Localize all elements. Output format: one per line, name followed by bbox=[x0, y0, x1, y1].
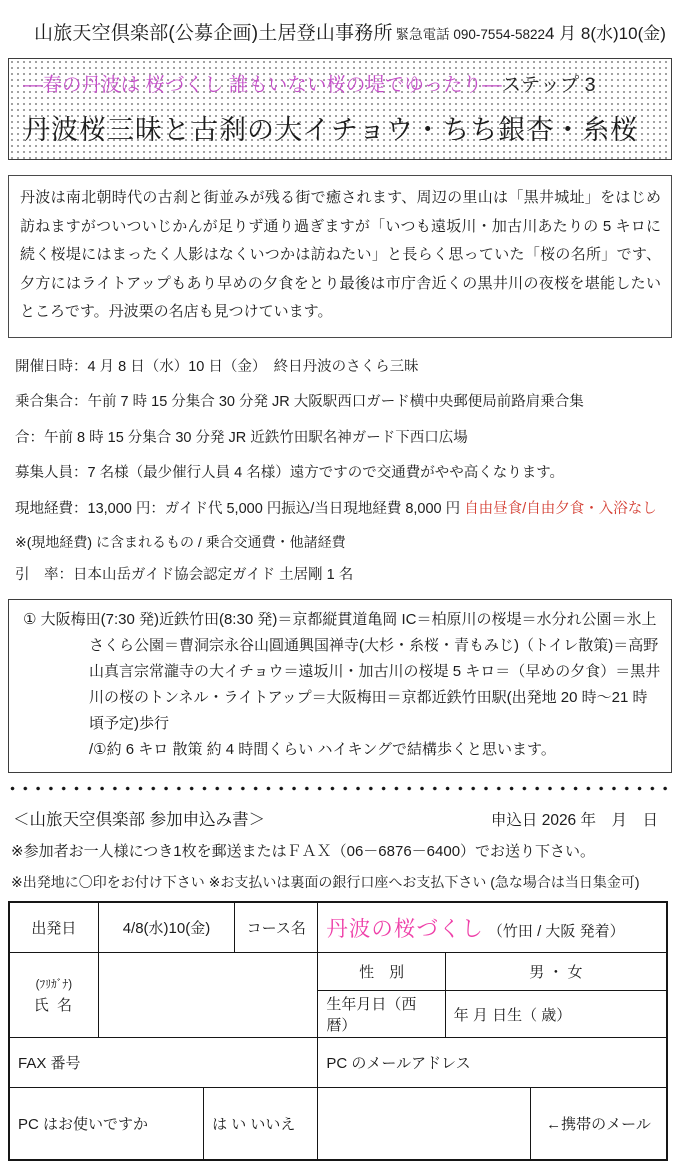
detail-capacity: 募集人員：7 名様（最少催行人員 4 名様）遠方ですので交通費がやや高くなります。 bbox=[15, 465, 565, 481]
event-date: 4 月 8(水)10(金) bbox=[545, 24, 666, 43]
detail-meeting-2: 合：午前 8 時 15 分集合 30 分発 JR 近鉄竹田駅名神ガード下西口広場 bbox=[15, 429, 468, 446]
mobile-mail-label: ←携帯のメール bbox=[531, 1088, 667, 1160]
birthdate-label: 生年月日（西暦） bbox=[318, 991, 445, 1038]
detail-cost-main: 現地経費：13,000 円：ガイド代 5,000 円振込/当日現地経費 8,000 円 bbox=[15, 500, 465, 517]
name-label-cell bbox=[9, 953, 98, 1038]
fax-label-cell: FAX 番号 bbox=[9, 1038, 318, 1088]
departure-value: 4/8(水)10(金) bbox=[98, 902, 234, 953]
subtitle-pink-text: ―春の丹波は 桜づくし 誰もいない桜の堤でゆったり― bbox=[23, 74, 502, 96]
application-heading-row bbox=[8, 800, 672, 830]
course-value-cell bbox=[318, 902, 667, 953]
title-box bbox=[8, 58, 672, 160]
emergency-phone: 緊急電話 090-7554-5822 bbox=[395, 27, 545, 42]
detail-meeting-1: 乗合集合：午前 7 時 15 分集合 30 分発 JR 大阪駅西口ガード横中央郵便局前路肩乗合集 bbox=[15, 394, 584, 410]
course-suffix: （竹田 / 大阪 発着） bbox=[487, 922, 625, 940]
itinerary-box bbox=[8, 599, 672, 773]
application-heading: ＜山旅天空倶楽部 参加申込み書＞ bbox=[13, 810, 266, 829]
club-title: 山旅天空倶楽部(公募企画)土居登山事務所 bbox=[34, 23, 393, 44]
birthdate-value: 年 月 日生（ 歳） bbox=[445, 991, 667, 1038]
pc-question: PC はお使いですか bbox=[9, 1088, 204, 1160]
document-header bbox=[8, 12, 672, 45]
row-fax-email bbox=[9, 1038, 667, 1088]
application-form-table bbox=[8, 901, 668, 1161]
detail-guide: 引 率：日本山岳ガイド協会認定ガイド 土居剛 1 名 bbox=[15, 567, 354, 583]
detail-cost-note: ※(現地経費) に含まれるもの / 乗合交通費・他諸経費 bbox=[15, 534, 346, 550]
itinerary-route: ① 大阪梅田(7:30 発)近鉄竹田(8:30 発)＝京都縦貫道亀岡 IC＝柏原川の桜堤＝水分れ公園＝氷上さくら公園＝曹洞宗永谷山圓通興国禅寺(大杉・糸桜・青もみじ)（トイレ散策)＝高野山真言宗常瀧寺の大イチョウ＝遠坂川・加古川の桜堤 5 キロ＝（早めの夕食）＝黒井川の桜のトンネル・ライトアップ＝大阪梅田＝京都近鉄竹田駅(出発地 20 時～21 時頃予定)歩行 bbox=[23, 610, 661, 732]
detail-cost bbox=[15, 497, 672, 518]
departure-label: 出発日 bbox=[9, 902, 98, 953]
email-label-cell: PC のメールアドレス bbox=[318, 1038, 667, 1088]
tour-title: 丹波桜三昧と古刹の大イチョウ・ちち銀杏・糸桜 bbox=[23, 115, 639, 145]
subtitle-step-text: ステップ 3 bbox=[501, 74, 596, 96]
subtitle-line bbox=[23, 69, 659, 97]
furigana-label: (ﾌﾘｶﾞﾅ) bbox=[35, 978, 73, 991]
gender-value: 男 ・ 女 bbox=[445, 953, 667, 991]
row-departure bbox=[9, 902, 667, 953]
gender-label: 性 別 bbox=[318, 953, 445, 991]
course-name: 丹波の桜づくし bbox=[326, 916, 484, 941]
dotted-separator bbox=[10, 786, 668, 791]
tour-details bbox=[15, 355, 672, 585]
application-note-payment: ※出発地に〇印をお付け下さい ※お支払いは裏面の銀行口座へお支払下さい (急な場合は当日集金可) bbox=[11, 873, 640, 890]
application-note-fax: ※参加者お一人様につき1枚を郵送またはＦＡＸ（06－6876－6400）でお送り下さい。 bbox=[11, 842, 596, 860]
application-date: 申込日 2026 年 月 日 bbox=[490, 811, 658, 829]
pc-answer: は い いいえ bbox=[204, 1088, 318, 1160]
course-label: コース名 bbox=[235, 902, 318, 953]
row-name-gender bbox=[9, 953, 667, 991]
detail-cost-red: 自由昼食/自由夕食・入浴なし bbox=[464, 500, 657, 517]
detail-schedule: 開催日時：4 月 8 日（水）10 日（金） 終日丹波のさくら三昧 bbox=[15, 358, 419, 375]
intro-paragraph: 丹波は南北朝時代の古刹と街並みが残る街で癒されます、周辺の里山は「黒井城址」をはじめ訪ねますがついついじかんが足りず通り過ぎますが「いつも遠坂川・加古川あたりの 5 キロに続く桜堤にはまったく人影はなくいつかは訪ねたい」と長らく思っていた「桜の名所」です、夕方にはライトアップもあり早めの夕食をとり最後は市庁舎近くの黒井川の夜桜を堪能したいところです。丹波栗の名店も見つけています。 bbox=[8, 175, 672, 338]
itinerary-note: /①約 6 キロ 散策 約 4 時間くらい ハイキングで結構歩くと思います。 bbox=[89, 740, 556, 758]
mobile-mail-input-cell bbox=[318, 1088, 531, 1160]
name-label: 氏 名 bbox=[33, 996, 74, 1014]
row-pc-usage bbox=[9, 1088, 667, 1160]
name-input-cell bbox=[98, 953, 318, 1038]
